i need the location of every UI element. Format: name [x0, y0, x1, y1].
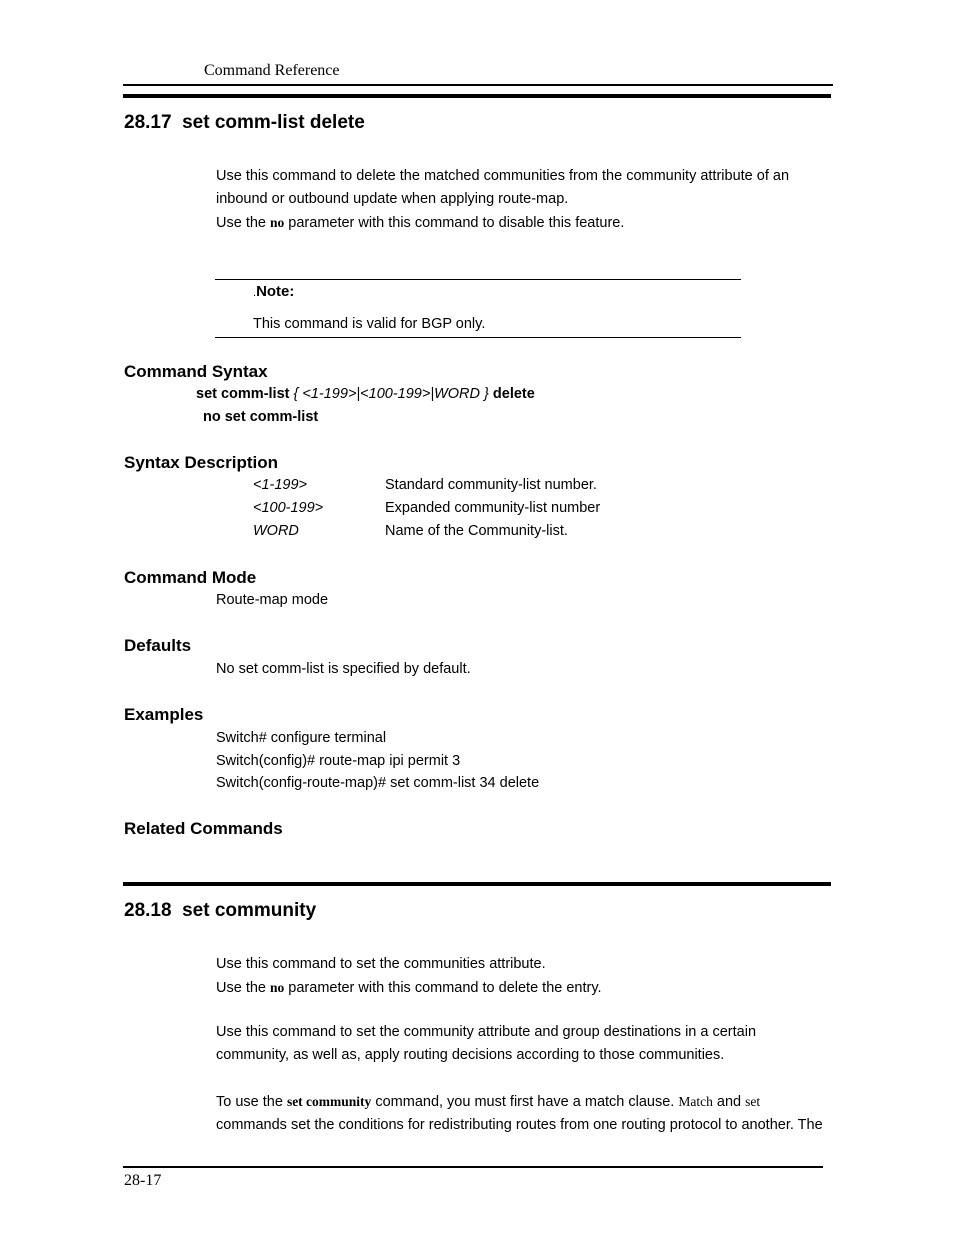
- section-name: set comm-list delete: [182, 112, 365, 133]
- section-name: set community: [182, 900, 317, 921]
- command-syntax-heading: Command Syntax: [124, 362, 268, 381]
- section2-para2: Use this command to set the community attribute and group destinations in a certain community, as well as, apply routing decisions according to those communities.: [216, 1024, 757, 1063]
- page-number: 28-17: [124, 1172, 162, 1189]
- example-line: Switch(config-route-map)# set comm-list 34 delete: [216, 775, 540, 791]
- section-number: 28.17: [124, 112, 172, 133]
- defaults-text: No set comm-list is specified by default.: [216, 661, 471, 677]
- section-number: 28.18: [124, 900, 172, 921]
- note-top-rule: [215, 279, 741, 280]
- param-100-199: <100-199>: [253, 500, 324, 516]
- header-rule-thin: [123, 84, 833, 86]
- no-syntax-line: no set comm-list: [203, 409, 319, 425]
- section-title-28-17: [124, 112, 365, 134]
- defaults-heading: Defaults: [124, 636, 192, 655]
- section2-intro: Use this command to set the communities attribute. Use the no parameter with this command to delete the entry.: [216, 956, 602, 996]
- param-100-199-desc: Expanded community-list number: [385, 500, 601, 516]
- example-line: Switch(config)# route-map ipi permit 3: [216, 752, 461, 769]
- param-1-199-desc: Standard community-list number.: [385, 477, 597, 493]
- note-bottom-rule: [215, 337, 741, 338]
- section-title-28-18: [124, 900, 316, 922]
- section2-para3: To use the set community command, you must first have a match clause. Match and set commands set the conditions for redistributing routes from one routing protocol to another. The: [216, 1094, 823, 1133]
- syntax-description-heading: Syntax Description: [124, 453, 278, 472]
- related-commands-heading: Related Commands: [124, 819, 283, 838]
- section1-intro: Use this command to delete the matched communities from the community attribute of an inbound or outbound update when applying route-map. Use the no parameter with this command to disable this feature.: [216, 168, 790, 231]
- param-word: WORD: [253, 523, 299, 539]
- syntax-line: set comm-list { <1-199>|<100-199>|WORD } delete: [196, 386, 535, 402]
- running-header: Command Reference: [204, 62, 340, 79]
- param-1-199: <1-199>: [253, 477, 308, 493]
- section-rule-thick: [123, 882, 831, 886]
- footer-rule: [123, 1166, 823, 1168]
- examples-heading: Examples: [124, 705, 204, 724]
- examples-block: [216, 727, 539, 795]
- param-word-desc: Name of the Community-list.: [385, 523, 568, 539]
- command-mode-heading: Command Mode: [124, 568, 257, 587]
- header-rule-thick: [123, 94, 831, 98]
- note-text: This command is valid for BGP only.: [253, 316, 486, 332]
- note-label: .Note:: [253, 283, 295, 300]
- example-line: Switch# configure terminal: [216, 730, 387, 746]
- command-mode-text: Route-map mode: [216, 592, 329, 608]
